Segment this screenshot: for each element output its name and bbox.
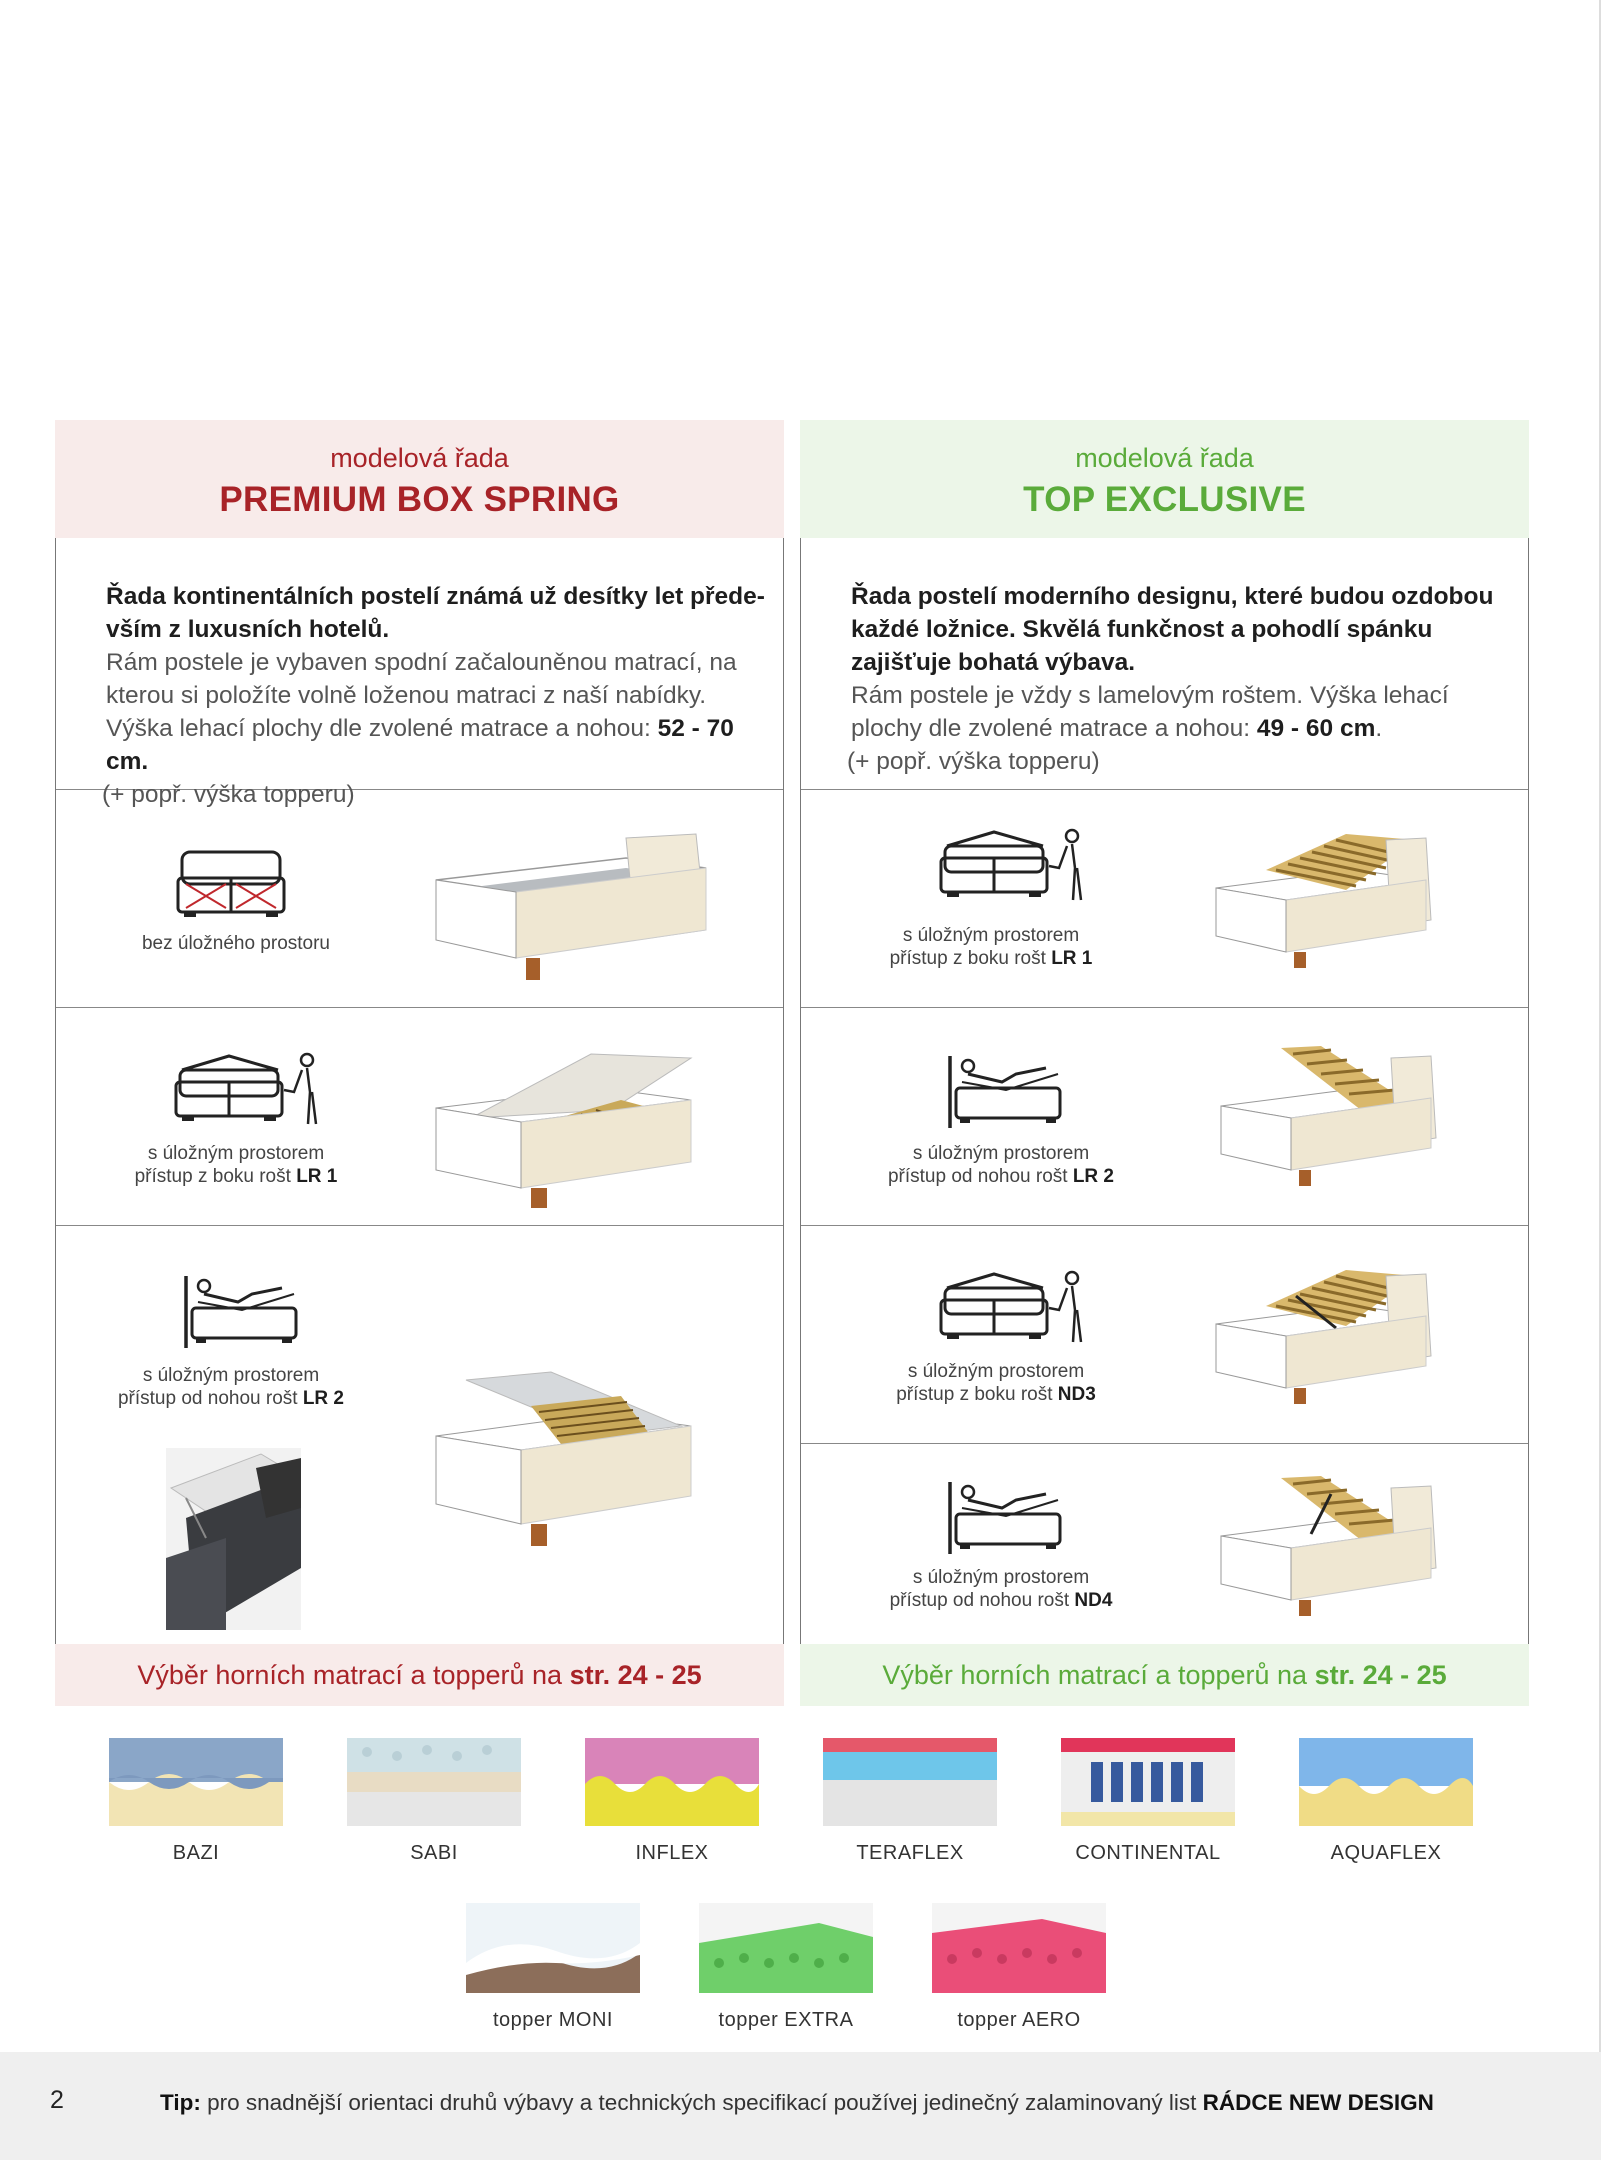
- exclusive-body: [800, 538, 1529, 1644]
- top-exclusive-column: [800, 420, 1529, 1706]
- mattress-sabi: [314, 1738, 554, 1865]
- bed-side-access-icon: [174, 1052, 324, 1132]
- premium-row-foot-access: [56, 1226, 783, 1644]
- mattress-label: CONTINENTAL: [1075, 1842, 1221, 1864]
- premium-box-spring-column: [55, 420, 784, 1706]
- topper-label: topper EXTRA: [718, 2009, 854, 2031]
- exclusive-desc-punct: .: [1375, 715, 1383, 742]
- grate-code: LR 2: [1072, 1166, 1115, 1187]
- grate-code: LR 1: [1051, 948, 1093, 969]
- exclusive-row4-caption: [851, 1566, 1151, 1612]
- mattress-label: AQUAFLEX: [1330, 1842, 1442, 1864]
- exclusive-row3-caption: [846, 1360, 1146, 1406]
- bed-side-lift-image: [421, 1050, 711, 1210]
- caption-line: přístup z boku rošt: [134, 1166, 297, 1187]
- page-footer-bar: [0, 2052, 1601, 2160]
- bed-no-storage-icon: [176, 848, 286, 920]
- tip-body: pro snadnější orientaci druhů výbavy a technických specifikací používej jedinečný zalaminovaný list: [200, 2090, 1203, 2115]
- grate-code: ND3: [1057, 1384, 1096, 1405]
- exclusive-desc-line: zajišťuje bohatá výbava.: [851, 649, 1136, 676]
- caption-line: s úložným prostorem: [907, 1361, 1085, 1382]
- bed-side-slats-image: [1206, 830, 1436, 980]
- bed-foot-access-icon: [946, 1478, 1066, 1558]
- mattress-continental: [1028, 1738, 1268, 1865]
- caption-line: bez úložného prostoru: [141, 933, 330, 954]
- caption-line: přístup od nohou rošt: [889, 1590, 1075, 1611]
- exclusive-header: [800, 420, 1529, 538]
- grate-code: LR 1: [296, 1166, 338, 1187]
- page-number: 2: [50, 2086, 64, 2114]
- caption-line: s úložným prostorem: [902, 925, 1080, 946]
- topper-extra: [666, 1903, 906, 2032]
- exclusive-desc-line: plochy dle zvolené matrace a nohou:: [851, 715, 1257, 742]
- premium-body: [55, 538, 784, 1644]
- exclusive-desc-line: Řada postelí moderního designu, které budou ozdobou: [851, 583, 1494, 610]
- exclusive-row-lr2: [801, 1008, 1528, 1226]
- exclusive-row-lr1: [801, 790, 1528, 1008]
- premium-desc-line: kterou si položíte volně loženou matraci z naší nabídky.: [106, 682, 707, 709]
- mattress-bazi-image: [109, 1738, 283, 1826]
- mattress-label: INFLEX: [635, 1842, 709, 1864]
- tip-product: RÁDCE NEW DESIGN: [1202, 2090, 1434, 2115]
- exclusive-desc-line: každé ložnice. Skvělá funkčnost a pohodlí spánku: [851, 616, 1433, 643]
- mattress-label: BAZI: [172, 1842, 220, 1864]
- caption-line: s úložným prostorem: [912, 1567, 1090, 1588]
- mattress-teraflex: [790, 1738, 1030, 1865]
- box-spring-detail-image: [166, 1448, 301, 1630]
- premium-header: [55, 420, 784, 538]
- exclusive-row2-caption: [851, 1142, 1151, 1188]
- premium-footer-text: Výběr horních matrací a topperů na: [137, 1660, 570, 1690]
- exclusive-height-range: 49 - 60 cm: [1256, 715, 1376, 742]
- premium-desc-line: vším z luxusních hotelů.: [106, 616, 390, 643]
- grate-code: LR 2: [302, 1388, 345, 1409]
- tip-label: Tip:: [160, 2090, 201, 2115]
- mattress-aquaflex: [1266, 1738, 1506, 1865]
- exclusive-footer-text: Výběr horních matrací a topperů na: [882, 1660, 1315, 1690]
- mattress-label: TERAFLEX: [856, 1842, 964, 1864]
- exclusive-description: [801, 538, 1528, 790]
- topper-extra-image: [699, 1903, 873, 1993]
- mattress-bazi: [76, 1738, 316, 1865]
- premium-title: PREMIUM BOX SPRING: [219, 480, 620, 519]
- topper-moni-image: [466, 1903, 640, 1993]
- exclusive-row-nd3: [801, 1226, 1528, 1444]
- premium-footer: [55, 1644, 784, 1706]
- bed-foot-slats-image: [1211, 1474, 1441, 1634]
- premium-height-range: 52 - 70 cm.: [106, 715, 734, 775]
- caption-line: přístup z boku rošt: [896, 1384, 1058, 1405]
- caption-line: s úložným prostorem: [147, 1143, 325, 1164]
- caption-line: přístup od nohou rošt: [117, 1388, 303, 1409]
- mattress-aquaflex-image: [1299, 1738, 1473, 1826]
- caption-line: s úložným prostorem: [142, 1365, 320, 1386]
- topper-aero-image: [932, 1903, 1106, 1993]
- exclusive-row1-caption: [841, 924, 1141, 970]
- bed-side-access-icon: [939, 1270, 1089, 1350]
- mattress-inflex: [552, 1738, 792, 1865]
- exclusive-row-nd4: [801, 1444, 1528, 1644]
- exclusive-title: TOP EXCLUSIVE: [1023, 480, 1306, 519]
- bed-closed-image: [426, 830, 716, 990]
- premium-footer-pages: str. 24 - 25: [569, 1660, 702, 1690]
- mattress-label: SABI: [410, 1842, 458, 1864]
- bed-foot-access-icon: [182, 1272, 302, 1352]
- exclusive-footer-pages: str. 24 - 25: [1314, 1660, 1447, 1690]
- exclusive-footer: [800, 1644, 1529, 1706]
- mattress-teraflex-image: [823, 1738, 997, 1826]
- exclusive-desc-line: Rám postele je vždy s lamelovým roštem. Výška lehací: [851, 682, 1449, 709]
- topper-label: topper AERO: [957, 2009, 1081, 2031]
- bed-foot-slats-image: [1211, 1044, 1441, 1204]
- premium-subtitle: modelová řada: [330, 443, 509, 473]
- premium-desc-line: Řada kontinentálních postelí známá už desítky let přede-: [106, 583, 765, 610]
- mattress-inflex-image: [585, 1738, 759, 1826]
- caption-line: přístup od nohou rošt: [887, 1166, 1073, 1187]
- bed-foot-access-icon: [946, 1052, 1066, 1132]
- mattress-continental-image: [1061, 1738, 1235, 1826]
- topper-moni: [433, 1903, 673, 2032]
- bed-side-slats-image: [1206, 1266, 1436, 1416]
- premium-row1-caption: [86, 932, 386, 955]
- caption-line: s úložným prostorem: [912, 1143, 1090, 1164]
- premium-row-side-access: [56, 1008, 783, 1226]
- topper-aero: [899, 1903, 1139, 2032]
- premium-description: [56, 538, 783, 808]
- premium-desc-line: Rám postele je vybaven spodní začalouněnou matrací, na: [106, 649, 737, 676]
- premium-desc-line: (+ popř. výška topperu): [102, 781, 355, 808]
- mattress-sabi-image: [347, 1738, 521, 1826]
- caption-line: přístup z boku rošt: [889, 948, 1052, 969]
- exclusive-desc-line: (+ popř. výška topperu): [847, 748, 1100, 775]
- tip-text: [160, 2090, 1434, 2116]
- bed-side-access-icon: [939, 828, 1089, 908]
- bed-foot-lift-image: [421, 1366, 711, 1566]
- premium-desc-line: Výška lehací plochy dle zvolené matrace a nohou:: [106, 715, 658, 742]
- topper-label: topper MONI: [493, 2009, 613, 2031]
- premium-row3-caption: [81, 1364, 381, 1410]
- premium-row-no-storage: [56, 790, 783, 1008]
- exclusive-subtitle: modelová řada: [1075, 443, 1254, 473]
- grate-code: ND4: [1074, 1590, 1113, 1611]
- premium-row2-caption: [86, 1142, 386, 1188]
